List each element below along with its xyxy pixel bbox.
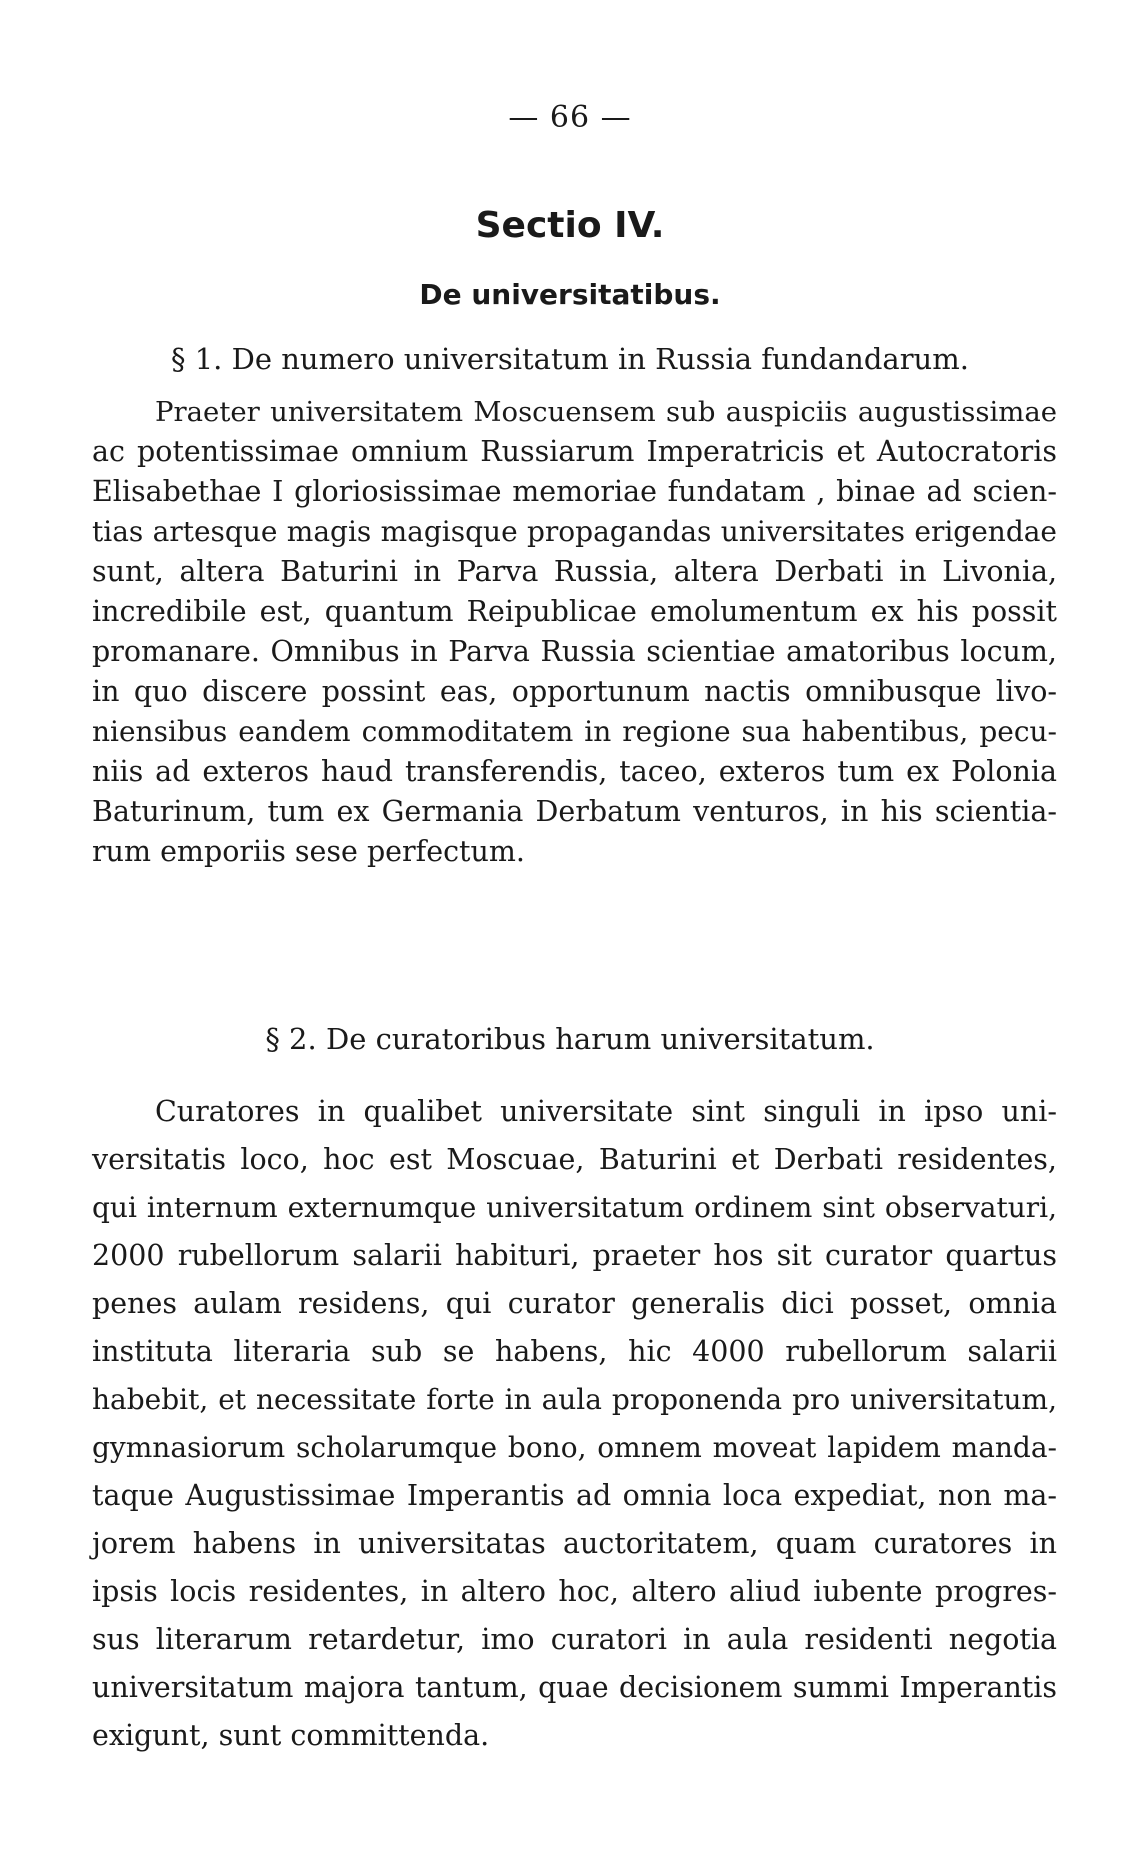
text-line: rum emporiis sese perfectum. [92, 835, 525, 868]
text-line: Baturinum, tum ex Germania Derbatum venturos, in his scientia- [92, 795, 1057, 828]
text-line: 2000 rubellorum salarii habituri, praeter hos sit curator quartus [92, 1239, 1057, 1272]
page-number: — 66 — [508, 100, 632, 135]
text-line: universitatum majora tantum, quae decisionem summi Imperantis [92, 1671, 1057, 1704]
text-line: versitatis loco, hoc est Moscuae, Baturini et Derbati residentes, [92, 1143, 1057, 1176]
text-line: gymnasiorum scholarumque bono, omnem moveat lapidem manda- [92, 1431, 1057, 1464]
text-line: taque Augustissimae Imperantis ad omnia loca expediat, non ma- [92, 1479, 1057, 1512]
text-line: ipsis locis residentes, in altero hoc, altero aliud iubente progres- [92, 1575, 1057, 1608]
paragraph-heading-2: § 2. De curatoribus harum universitatum. [265, 1022, 875, 1056]
text-line: in quo discere possint eas, opportunum nactis omnibusque livo- [92, 675, 1057, 708]
text-line: tias artesque magis magisque propagandas universitates erigendae [92, 515, 1057, 548]
text-line: sus literarum retardetur, imo curatori in aula residenti negotia [92, 1623, 1057, 1656]
text-line: niis ad exteros haud transferendis, taceo, exteros tum ex Polonia [92, 755, 1057, 788]
text-line: Curatores in qualibet universitate sint singuli in ipso uni- [155, 1095, 1057, 1128]
text-line: sunt, altera Baturini in Parva Russia, altera Derbati in Livonia, [92, 555, 1057, 588]
text-line: habebit, et necessitate forte in aula proponenda pro universitatum, [92, 1383, 1057, 1416]
text-line: Praeter universitatem Moscuensem sub auspiciis augustissimae [155, 396, 1057, 428]
text-line: penes aulam residens, qui curator generalis dici posset, omnia [92, 1287, 1057, 1320]
section-title: Sectio IV. [475, 205, 665, 246]
text-line: exigunt, sunt committenda. [92, 1719, 490, 1752]
text-line: incredibile est, quantum Reipublicae emolumentum ex his possit [92, 595, 1057, 628]
text-line: ac potentissimae omnium Russiarum Imperatricis et Autocratoris [92, 435, 1057, 468]
text-line: instituta literaria sub se habens, hic 4000 rubellorum salarii [92, 1335, 1057, 1368]
text-line: Elisabethae I gloriosissimae memoriae fundatam , binae ad scien- [92, 475, 1057, 508]
text-line: qui internum externumque universitatum ordinem sint observaturi, [92, 1191, 1057, 1224]
paragraph-heading-1: § 1. De numero universitatum in Russia fundandarum. [171, 342, 969, 376]
text-line: jorem habens in universitatas auctoritatem, quam curatores in [92, 1527, 1057, 1560]
text-line: niensibus eandem commoditatem in regione sua habentibus, pecu- [92, 715, 1057, 748]
text-line: promanare. Omnibus in Parva Russia scientiae amatoribus locum, [92, 635, 1057, 668]
section-subtitle: De universitatibus. [419, 278, 721, 311]
